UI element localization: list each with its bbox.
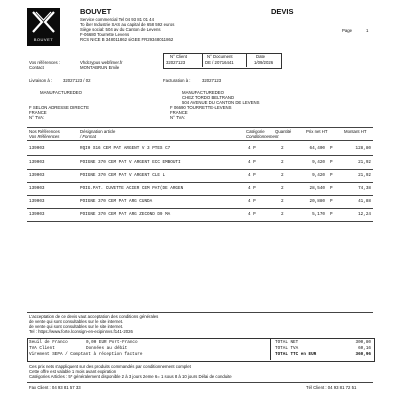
billing-line: F 06690 TOURRETTE-LEVENS [170, 105, 232, 110]
total-net-value: 300,80 [355, 340, 371, 345]
row-currency: P [330, 199, 333, 204]
footer-note: Ces prix nets s'appliquent sur des produits commandés par conditionnement complet [29, 364, 191, 369]
logo-mark-icon [31, 10, 56, 34]
row-category: 4 P [248, 212, 256, 217]
page-number: 1 [366, 28, 369, 33]
delivery-line: N° TVA: [29, 115, 45, 120]
delivery-line: MANUFACTUREDEO [40, 90, 83, 95]
col-packaging-header: Conditionnement [246, 134, 279, 139]
row-rule [27, 221, 373, 222]
billing-label: Facturation à : [163, 78, 191, 83]
row-unit-price: 9,420 [312, 173, 325, 178]
row-rule [27, 182, 373, 183]
row-category: 4 P [248, 160, 256, 165]
col-ref-header: Nos Références [29, 129, 60, 134]
legal-line: de vente qui sont consultables sur le site internet. [29, 319, 124, 324]
client-vat-value: Données au débit [86, 346, 128, 351]
row-amount: 21,92 [358, 173, 371, 178]
company-name: BOUVET [80, 7, 112, 16]
row-unit-price: 5,170 [312, 212, 325, 217]
row-amount: 74,38 [358, 186, 371, 191]
table-header-rule [27, 140, 373, 141]
row-quantity: 2 [281, 199, 284, 204]
references-label: Vos références : [29, 60, 61, 65]
row-unit-price: 64,400 [309, 146, 325, 151]
footer-note: Catégories Articles : 5* généralement disponible 2 à 3 jours 2eme 6= 1 sous 8 à 10 jours Délai de conduite [29, 374, 232, 379]
row-unit-price: 9,420 [312, 160, 325, 165]
company-logo [27, 8, 60, 46]
delivery-value: 32027123 / 02 [63, 78, 91, 83]
legal-top-rule [27, 312, 373, 313]
row-currency: P [330, 173, 333, 178]
document-date: 1/09/2026 [254, 60, 274, 65]
col-quantity-header: Quantité [275, 129, 292, 134]
row-category: 4 P [248, 199, 256, 204]
row-category: 4 P [248, 146, 256, 151]
references-value: Vhdcrypus webfimer.fr [80, 60, 123, 65]
billing-line: 504 AVENUE DU CANTON DE LEVENS [182, 100, 260, 105]
row-rule [27, 195, 373, 196]
billing-line: FRANCE [170, 110, 188, 115]
row-designation: POIGNE 370 CEM PAT V ARGENT CLE L [80, 173, 166, 178]
client-fax: Fax Client : 04 93 81 57 33 [29, 385, 81, 390]
divider [246, 53, 247, 67]
row-ref: 139003 [29, 173, 45, 178]
billing-value: 32027123 [202, 78, 222, 83]
delivery-label: Livraison à : [29, 78, 53, 83]
row-ref: 139003 [29, 160, 45, 165]
total-vat-value: 60,16 [358, 346, 371, 351]
footer-rule [27, 382, 373, 383]
row-amount: 41,88 [358, 199, 371, 204]
row-unit-price: 28,540 [309, 186, 325, 191]
billing-line: N° TVA: [170, 115, 186, 120]
company-line: Service commercial Tel 04 93 81 01 44 [80, 17, 154, 22]
row-category: 4 P [248, 186, 256, 191]
row-ref: 139003 [29, 186, 45, 191]
row-rule [27, 155, 373, 156]
row-ref: 139003 [29, 199, 45, 204]
legal-line: L'acceptation de ce devis vaut acceptation des conditions générales [29, 314, 159, 319]
row-rule [27, 208, 373, 209]
client-phone: Tél Client : 04 93 81 72 51 [306, 385, 357, 390]
row-currency: P [330, 186, 333, 191]
company-line: RCS NICE B 348011862 siGEE FR29348011862 [80, 37, 174, 42]
row-designation: POIGNE 370 CEM PAT ARG CUNDA [80, 199, 153, 204]
row-quantity: 2 [281, 186, 284, 191]
col-format-header: / Format [80, 134, 96, 139]
legal-link[interactable]: Tel : https://www.forte.lconsign-en-ecipinnvs.f141-2026 [29, 329, 133, 334]
row-rule [27, 169, 373, 170]
row-unit-price: 20,880 [309, 199, 325, 204]
contact-value: MONTABRUN Emile [80, 65, 120, 70]
divider [270, 338, 271, 360]
row-currency: P [330, 212, 333, 217]
row-designation: RQI0 S16 CEM PAT ARGENT V 3 PTES C7 [80, 146, 171, 151]
billing-line: CHEZ TORDO BELTRAND [182, 95, 235, 100]
table-top-rule [27, 127, 373, 128]
row-amount: 21,92 [358, 160, 371, 165]
company-line: Siège social: 504 av du Canton de Levens [80, 27, 161, 32]
row-category: 4 P [248, 173, 256, 178]
col-category-header: Catégorie [246, 129, 265, 134]
row-currency: P [330, 160, 333, 165]
client-number-header: N° Client [170, 54, 188, 59]
company-line: To ibe! Industrie SAS au capital de 658 592 euros [80, 22, 175, 27]
total-net-label: TOTAL NET [275, 340, 299, 345]
row-quantity: 2 [281, 212, 284, 217]
delivery-line: FRANCE [29, 110, 47, 115]
row-designation: POIGNE 370 CEM PAT ARG ZECOND D9 MA [80, 212, 171, 217]
company-line: F-06680 Tourrette Levens [80, 32, 130, 37]
col-ref2-header: Vos Références [29, 134, 60, 139]
logo-text: BOUVET [33, 37, 54, 42]
row-amount: 12,24 [358, 212, 371, 217]
total-ttc-value: 360,96 [355, 352, 371, 357]
payment-terms: Virement SEPA / Comptant à réception facture [29, 352, 143, 357]
client-vat-label: TVA Client [29, 346, 55, 351]
legal-line: de vente qui sont consultables sur le site internet. [29, 324, 124, 329]
totals-box [27, 338, 375, 362]
row-designation: POIGNE 370 CEM PAT V ARGENT ECC EMBOUTI [80, 160, 181, 165]
row-quantity: 2 [281, 146, 284, 151]
row-currency: P [330, 146, 333, 151]
billing-line: MANUFACTUREDEO [182, 90, 225, 95]
contact-label: Contact [29, 65, 44, 70]
col-amount-header: Montant HT [344, 129, 367, 134]
date-header: Date [256, 54, 266, 59]
client-number: 32027123 [166, 60, 186, 65]
row-amount: 128,80 [355, 146, 371, 151]
col-unit-price-header: Prix net HT [306, 129, 328, 134]
row-ref: 139003 [29, 146, 45, 151]
document-number: DE / 20716441 [205, 60, 234, 65]
row-quantity: 2 [281, 173, 284, 178]
delivery-line: F SELON ADRESSE DIRECTE [29, 105, 89, 110]
document-title: DEVIS [271, 7, 294, 16]
total-ttc-label: TOTAL TTC en EUR [275, 352, 317, 357]
document-number-header: N° Document [207, 54, 233, 59]
page-label: Page [342, 28, 353, 33]
row-quantity: 2 [281, 160, 284, 165]
franco-threshold-value: 0,00 EUR Port-Franco [86, 340, 138, 345]
total-vat-label: TOTAL TVA [275, 346, 299, 351]
row-designation: POIG.PAT. CUVETTE ACIER CEM PAT(DE ARGEN [80, 186, 184, 191]
col-designation-header: Désignation article [80, 129, 116, 134]
row-ref: 139003 [29, 212, 45, 217]
footer-note: Cette offre est valable 1 mois avant expiration [29, 369, 117, 374]
franco-threshold-label: Seuil de Franco [29, 340, 68, 345]
divider [202, 53, 203, 67]
